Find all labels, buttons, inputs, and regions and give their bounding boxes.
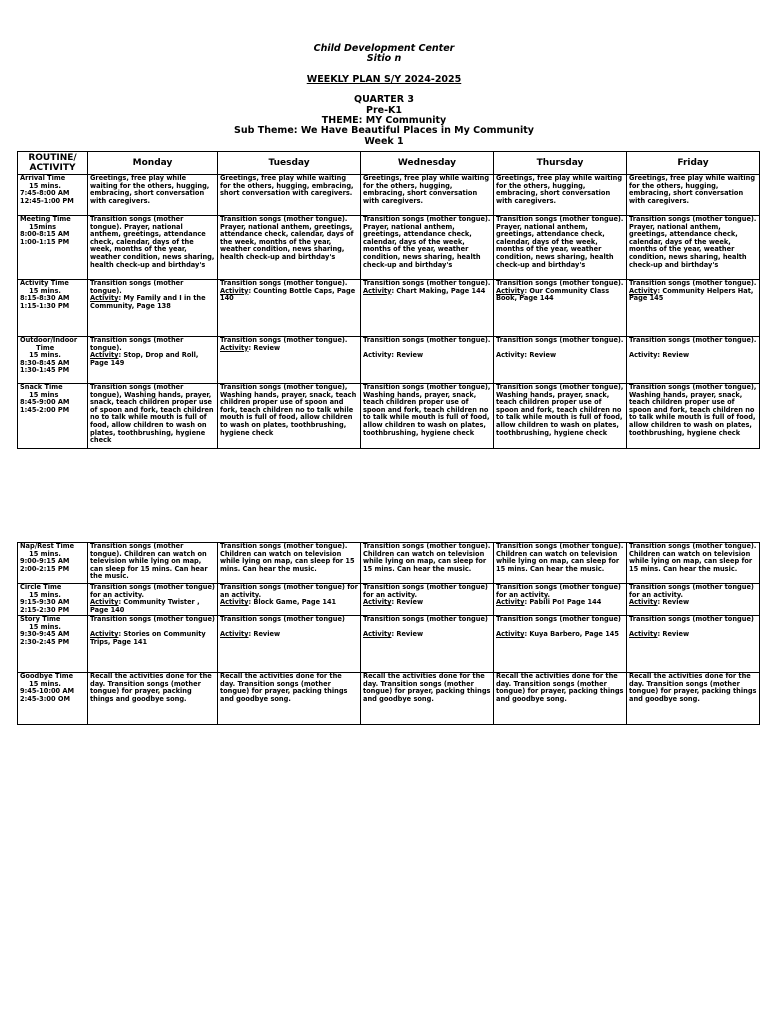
cell-text: Transition songs (mother tongue). bbox=[496, 279, 624, 287]
table-row bbox=[18, 673, 760, 725]
weekly-plan-table-bottom bbox=[17, 542, 760, 725]
activity-text: : My Family and I in the Community, Page 138 bbox=[90, 294, 208, 310]
table-body bbox=[18, 175, 760, 449]
cell-text: Transition songs (mother tongue). bbox=[629, 279, 757, 287]
plan-cell bbox=[627, 543, 760, 584]
routine-cell: Snack Time 15 mins 8:45-9:00 AM 1:45-2:00 PM bbox=[18, 384, 88, 449]
plan-cell bbox=[88, 673, 218, 725]
cell-text: Transition songs (mother tongue). Activity: Review bbox=[363, 336, 491, 360]
routine-cell: Meeting Time 15mins 8:00-8:15 AM 1:00-1:15 PM bbox=[18, 216, 88, 280]
activity-text: : Review bbox=[657, 598, 690, 607]
activity-label: Activity bbox=[220, 630, 249, 639]
plan-cell bbox=[361, 384, 494, 449]
week-label: Week 1 bbox=[364, 135, 404, 147]
cell-text: Transition songs (mother tongue). Children can watch on television while lying on map, can sleep for 15 mins. Can hear the music. bbox=[363, 542, 493, 573]
cell-text: Transition songs (mother tongue). Prayer, national anthem, greetings, attendance check, calendar, days of the week, months of the year, weather condition, news sharing, health check-up and birthday's bbox=[496, 215, 626, 269]
cell-text: Transition songs (mother tongue) for an activity. bbox=[496, 583, 621, 599]
cell-text: Recall the activities done for the day. Transition songs (mother tongue) for prayer, packing things and goodbye song. bbox=[496, 672, 626, 703]
routine-cell: Goodbye Time 15 mins. 9:45-10:00 AM 2:45-3:00 OM bbox=[18, 673, 88, 725]
plan-cell bbox=[88, 384, 218, 449]
cell-text: Transition songs (mother tongue). Prayer, national anthem, greetings, attendance check, calendar, days of the week, months of the year, weather condition, news sharing, health check-up and birthday's bbox=[363, 215, 493, 269]
cell-text: Transition songs (mother tongue) for an activity. bbox=[220, 583, 358, 599]
activity-text: : Kuya Barbero, Page 145 bbox=[524, 630, 619, 639]
plan-cell bbox=[494, 280, 627, 337]
plan-cell bbox=[218, 616, 361, 673]
cell-text: Transition songs (mother tongue). Children can watch on television while lying on map, can sleep for 15 mins. Can hear the music. bbox=[90, 542, 210, 581]
routine-cell: Activity Time 15 mins. 8:15-8:30 AM 1:15-1:30 PM bbox=[18, 280, 88, 337]
cell-text: Transition songs (mother tongue). Prayer, national anthem, greetings, attendance check, calendar, days of the week, months of the year, weather condition, news sharing, health check-up and birthday's bbox=[629, 215, 759, 269]
cell-text: Transition songs (mother tongue). Activity: Review bbox=[629, 336, 757, 360]
cell-text: Transition songs (mother tongue) bbox=[90, 615, 215, 623]
cell-text: Transition songs (mother tongue). bbox=[90, 279, 184, 295]
plan-cell bbox=[218, 584, 361, 616]
table-row bbox=[18, 175, 760, 216]
cell-text: Greetings, free play while waiting for the others, hugging, embracing, short conversation with caregivers. bbox=[220, 174, 356, 198]
column-header: Friday bbox=[627, 152, 760, 175]
plan-cell bbox=[494, 616, 627, 673]
activity-text: : Chart Making, Page 144 bbox=[391, 286, 486, 295]
cell-text: Transition songs (mother tongue) bbox=[363, 615, 488, 623]
plan-cell bbox=[88, 216, 218, 280]
cell-text: Transition songs (mother tongue) for an activity. bbox=[90, 583, 215, 599]
plan-cell bbox=[88, 543, 218, 584]
activity-label: Activity bbox=[496, 286, 525, 295]
cell-text: Greetings, free play while waiting for the others, hugging, embracing, short conversation with caregivers. bbox=[90, 174, 212, 205]
plan-cell bbox=[627, 384, 760, 449]
cell-text: Greetings, free play while waiting for the others, hugging, embracing, short conversation with caregivers. bbox=[629, 174, 758, 205]
plan-cell bbox=[88, 175, 218, 216]
activity-label: Activity bbox=[629, 630, 658, 639]
document-header bbox=[0, 44, 768, 147]
activity-label: Activity bbox=[90, 294, 119, 303]
plan-cell bbox=[627, 673, 760, 725]
sitio-name: Sitio n bbox=[366, 53, 402, 65]
plan-cell bbox=[88, 584, 218, 616]
weekly-plan-table-top bbox=[17, 151, 760, 449]
cell-text: Transition songs (mother tongue) for an activity. bbox=[363, 583, 488, 599]
column-header: Thursday bbox=[494, 152, 627, 175]
cell-text: Transition songs (mother tongue). Prayer, national anthem, greetings, attendance check, calendar, days of the week, months of the year, weather condition, news sharing, health check-up and birthday's bbox=[220, 215, 356, 261]
activity-label: Activity bbox=[220, 286, 249, 295]
plan-cell bbox=[218, 543, 361, 584]
plan-cell bbox=[627, 584, 760, 616]
activity-text: : Community Helpers Hat, Page 145 bbox=[629, 286, 756, 303]
sub-theme-label: Sub Theme: We Have Beautiful Places in My Community bbox=[234, 125, 534, 137]
plan-cell bbox=[494, 337, 627, 384]
cell-text: Transition songs (mother tongue), Washing hands, prayer, snack, teach children proper use of spoon and fork, teach children no to talk while mouth is full of food, allow children to wash on plates, toothbrushing, hygiene check bbox=[496, 383, 626, 437]
column-header: Tuesday bbox=[218, 152, 361, 175]
plan-cell bbox=[494, 584, 627, 616]
activity-label: Activity bbox=[90, 630, 119, 639]
plan-cell bbox=[494, 673, 627, 725]
activity-label: Activity bbox=[90, 351, 119, 360]
plan-cell bbox=[494, 175, 627, 216]
cell-text: Transition songs (mother tongue), Washing hands, prayer, snack, teach children proper use of spoon and fork, teach children no to talk while mouth is full of food, allow children to wash on plates, toothbrushing, hygiene check bbox=[629, 383, 759, 437]
table-row bbox=[18, 337, 760, 384]
cell-text: Transition songs (mother tongue). bbox=[220, 336, 348, 344]
cell-text: Transition songs (mother tongue) bbox=[629, 615, 754, 623]
plan-cell bbox=[361, 337, 494, 384]
activity-label: Activity bbox=[363, 630, 392, 639]
routine-cell: Arrival Time 15 mins. 7:45-8:00 AM 12:45-1:00 PM bbox=[18, 175, 88, 216]
activity-label: Activity bbox=[220, 343, 249, 352]
table-header-row bbox=[18, 152, 760, 175]
plan-cell bbox=[218, 280, 361, 337]
cell-text: Recall the activities done for the day. Transition songs (mother tongue) for prayer, packing things and goodbye song. bbox=[220, 672, 350, 703]
activity-label: Activity bbox=[220, 598, 249, 607]
plan-cell bbox=[361, 673, 494, 725]
table-row bbox=[18, 616, 760, 673]
activity-label: Activity bbox=[90, 598, 119, 607]
cell-text: Recall the activities done for the day. Transition songs (mother tongue) for prayer, packing things and goodbye song. bbox=[629, 672, 759, 703]
cell-text: Transition songs (mother tongue). Children can watch on television while lying on map, can sleep for 15 mins. Can hear the music. bbox=[220, 542, 357, 573]
plan-cell bbox=[627, 616, 760, 673]
plan-cell bbox=[88, 280, 218, 337]
plan-cell bbox=[218, 673, 361, 725]
cell-text: Greetings, free play while waiting for the others, hugging, embracing, short conversation with caregivers. bbox=[496, 174, 625, 205]
cell-text: Transition songs (mother tongue). Activity: Review bbox=[496, 336, 624, 360]
plan-cell bbox=[361, 543, 494, 584]
plan-cell bbox=[218, 384, 361, 449]
routine-cell: Circle Time 15 mins. 9:15-9:30 AM 2:15-2:30 PM bbox=[18, 584, 88, 616]
cell-text: Greetings, free play while waiting for the others, hugging, embracing, short conversation with caregivers. bbox=[363, 174, 492, 205]
activity-label: Activity bbox=[363, 598, 392, 607]
routine-cell: Story Time 15 mins. 9:30-9:45 AM 2:30-2:45 PM bbox=[18, 616, 88, 673]
cell-text: Transition songs (mother tongue). bbox=[220, 279, 348, 287]
level-label: Pre-K1 bbox=[365, 104, 402, 116]
activity-text: : Review bbox=[657, 630, 690, 639]
table-row bbox=[18, 280, 760, 337]
activity-text: : Stories on Community Trips, Page 141 bbox=[90, 630, 209, 646]
theme-label: THEME: MY Community bbox=[321, 115, 447, 127]
plan-cell bbox=[88, 337, 218, 384]
table-row bbox=[18, 384, 760, 449]
plan-cell bbox=[218, 216, 361, 280]
activity-text: : Our Community Class Book, Page 144 bbox=[496, 286, 612, 303]
activity-label: Activity bbox=[629, 598, 658, 607]
cell-text: Transition songs (mother tongue) bbox=[496, 615, 621, 623]
column-header: Monday bbox=[88, 152, 218, 175]
column-header: Wednesday bbox=[361, 152, 494, 175]
cell-text: Transition songs (mother tongue). bbox=[363, 279, 491, 287]
activity-text: : Review bbox=[391, 630, 424, 639]
activity-text: : Review bbox=[248, 343, 281, 352]
activity-text: : Counting Bottle Caps, Page 140 bbox=[220, 286, 358, 303]
routine-cell: Outdoor/Indoor Time 15 mins. 8:30-8:45 AM 1:30-1:45 PM bbox=[18, 337, 88, 384]
plan-cell bbox=[627, 337, 760, 384]
activity-label: Activity bbox=[496, 630, 525, 639]
activity-text: : Review bbox=[391, 598, 424, 607]
plan-cell bbox=[361, 216, 494, 280]
table-row bbox=[18, 543, 760, 584]
cell-text: Transition songs (mother tongue), Washing hands, prayer, snack, teach children proper use of spoon and fork, teach children no to talk while mouth is full of food, allow children to wash on plates, toothbrushing, hygiene check bbox=[90, 383, 216, 445]
plan-cell bbox=[361, 280, 494, 337]
table-body bbox=[18, 543, 760, 725]
activity-text: : Community Twister , Page 140 bbox=[90, 598, 202, 614]
plan-cell bbox=[361, 616, 494, 673]
plan-cell bbox=[627, 216, 760, 280]
cell-text: Transition songs (mother tongue). Children can watch on television while lying on map, can sleep for 15 mins. Can hear the music. bbox=[496, 542, 626, 573]
center-name: Child Development Center bbox=[313, 43, 455, 54]
activity-label: Activity bbox=[496, 598, 525, 607]
table-row bbox=[18, 584, 760, 616]
cell-text: Transition songs (mother tongue), Washing hands, prayer, snack, teach children proper use of spoon and fork, teach children no to talk while mouth is full of food, allow children to wash on plates, toothbrushing, hygiene check bbox=[363, 383, 493, 437]
plan-cell bbox=[494, 384, 627, 449]
column-header: ROUTINE/ ACTIVITY bbox=[18, 152, 88, 175]
plan-cell bbox=[361, 175, 494, 216]
quarter-label: QUARTER 3 bbox=[354, 94, 414, 106]
plan-cell bbox=[218, 337, 361, 384]
plan-cell bbox=[627, 175, 760, 216]
activity-text: : Review bbox=[248, 630, 281, 639]
plan-cell bbox=[88, 616, 218, 673]
routine-cell: Nap/Rest Time 15 mins. 9:00-9:15 AM 2:00-2:15 PM bbox=[18, 543, 88, 584]
table-row bbox=[18, 216, 760, 280]
plan-cell bbox=[361, 584, 494, 616]
plan-cell bbox=[494, 216, 627, 280]
plan-cell bbox=[218, 175, 361, 216]
cell-text: Transition songs (mother tongue), Washing hands, prayer, snack, teach children proper use of spoon and fork, teach children no to talk while mouth is full of food, allow children to wash on plates, toothbrushing, hygiene check bbox=[220, 383, 359, 437]
cell-text: Transition songs (mother tongue) bbox=[220, 615, 345, 623]
activity-label: Activity bbox=[363, 286, 392, 295]
activity-label: Activity bbox=[629, 286, 658, 295]
cell-text: Transition songs (mother tongue). bbox=[90, 336, 184, 352]
cell-text: Recall the activities done for the day. Transition songs (mother tongue) for prayer, packing things and goodbye song. bbox=[363, 672, 493, 703]
plan-title: WEEKLY PLAN S/Y 2024-2025 bbox=[306, 73, 462, 85]
plan-cell bbox=[627, 280, 760, 337]
cell-text: Recall the activities done for the day. Transition songs (mother tongue) for prayer, packing things and goodbye song. bbox=[90, 672, 215, 703]
activity-text: : Block Game, Page 141 bbox=[248, 598, 337, 607]
cell-text: Transition songs (mother tongue). Children can watch on television while lying on map, can sleep for 15 mins. Can hear the music. bbox=[629, 542, 759, 573]
cell-text: Transition songs (mother tongue). Prayer, national anthem, greetings, attendance check, calendar, days of the week, months of the year, weather condition, news sharing, health check-up and birthday's bbox=[90, 215, 217, 269]
activity-text: : Pabili Po! Page 144 bbox=[524, 598, 602, 607]
activity-text: : Stop, Drop and Roll, Page 149 bbox=[90, 351, 201, 367]
plan-cell bbox=[494, 543, 627, 584]
cell-text: Transition songs (mother tongue) for an activity. bbox=[629, 583, 754, 599]
